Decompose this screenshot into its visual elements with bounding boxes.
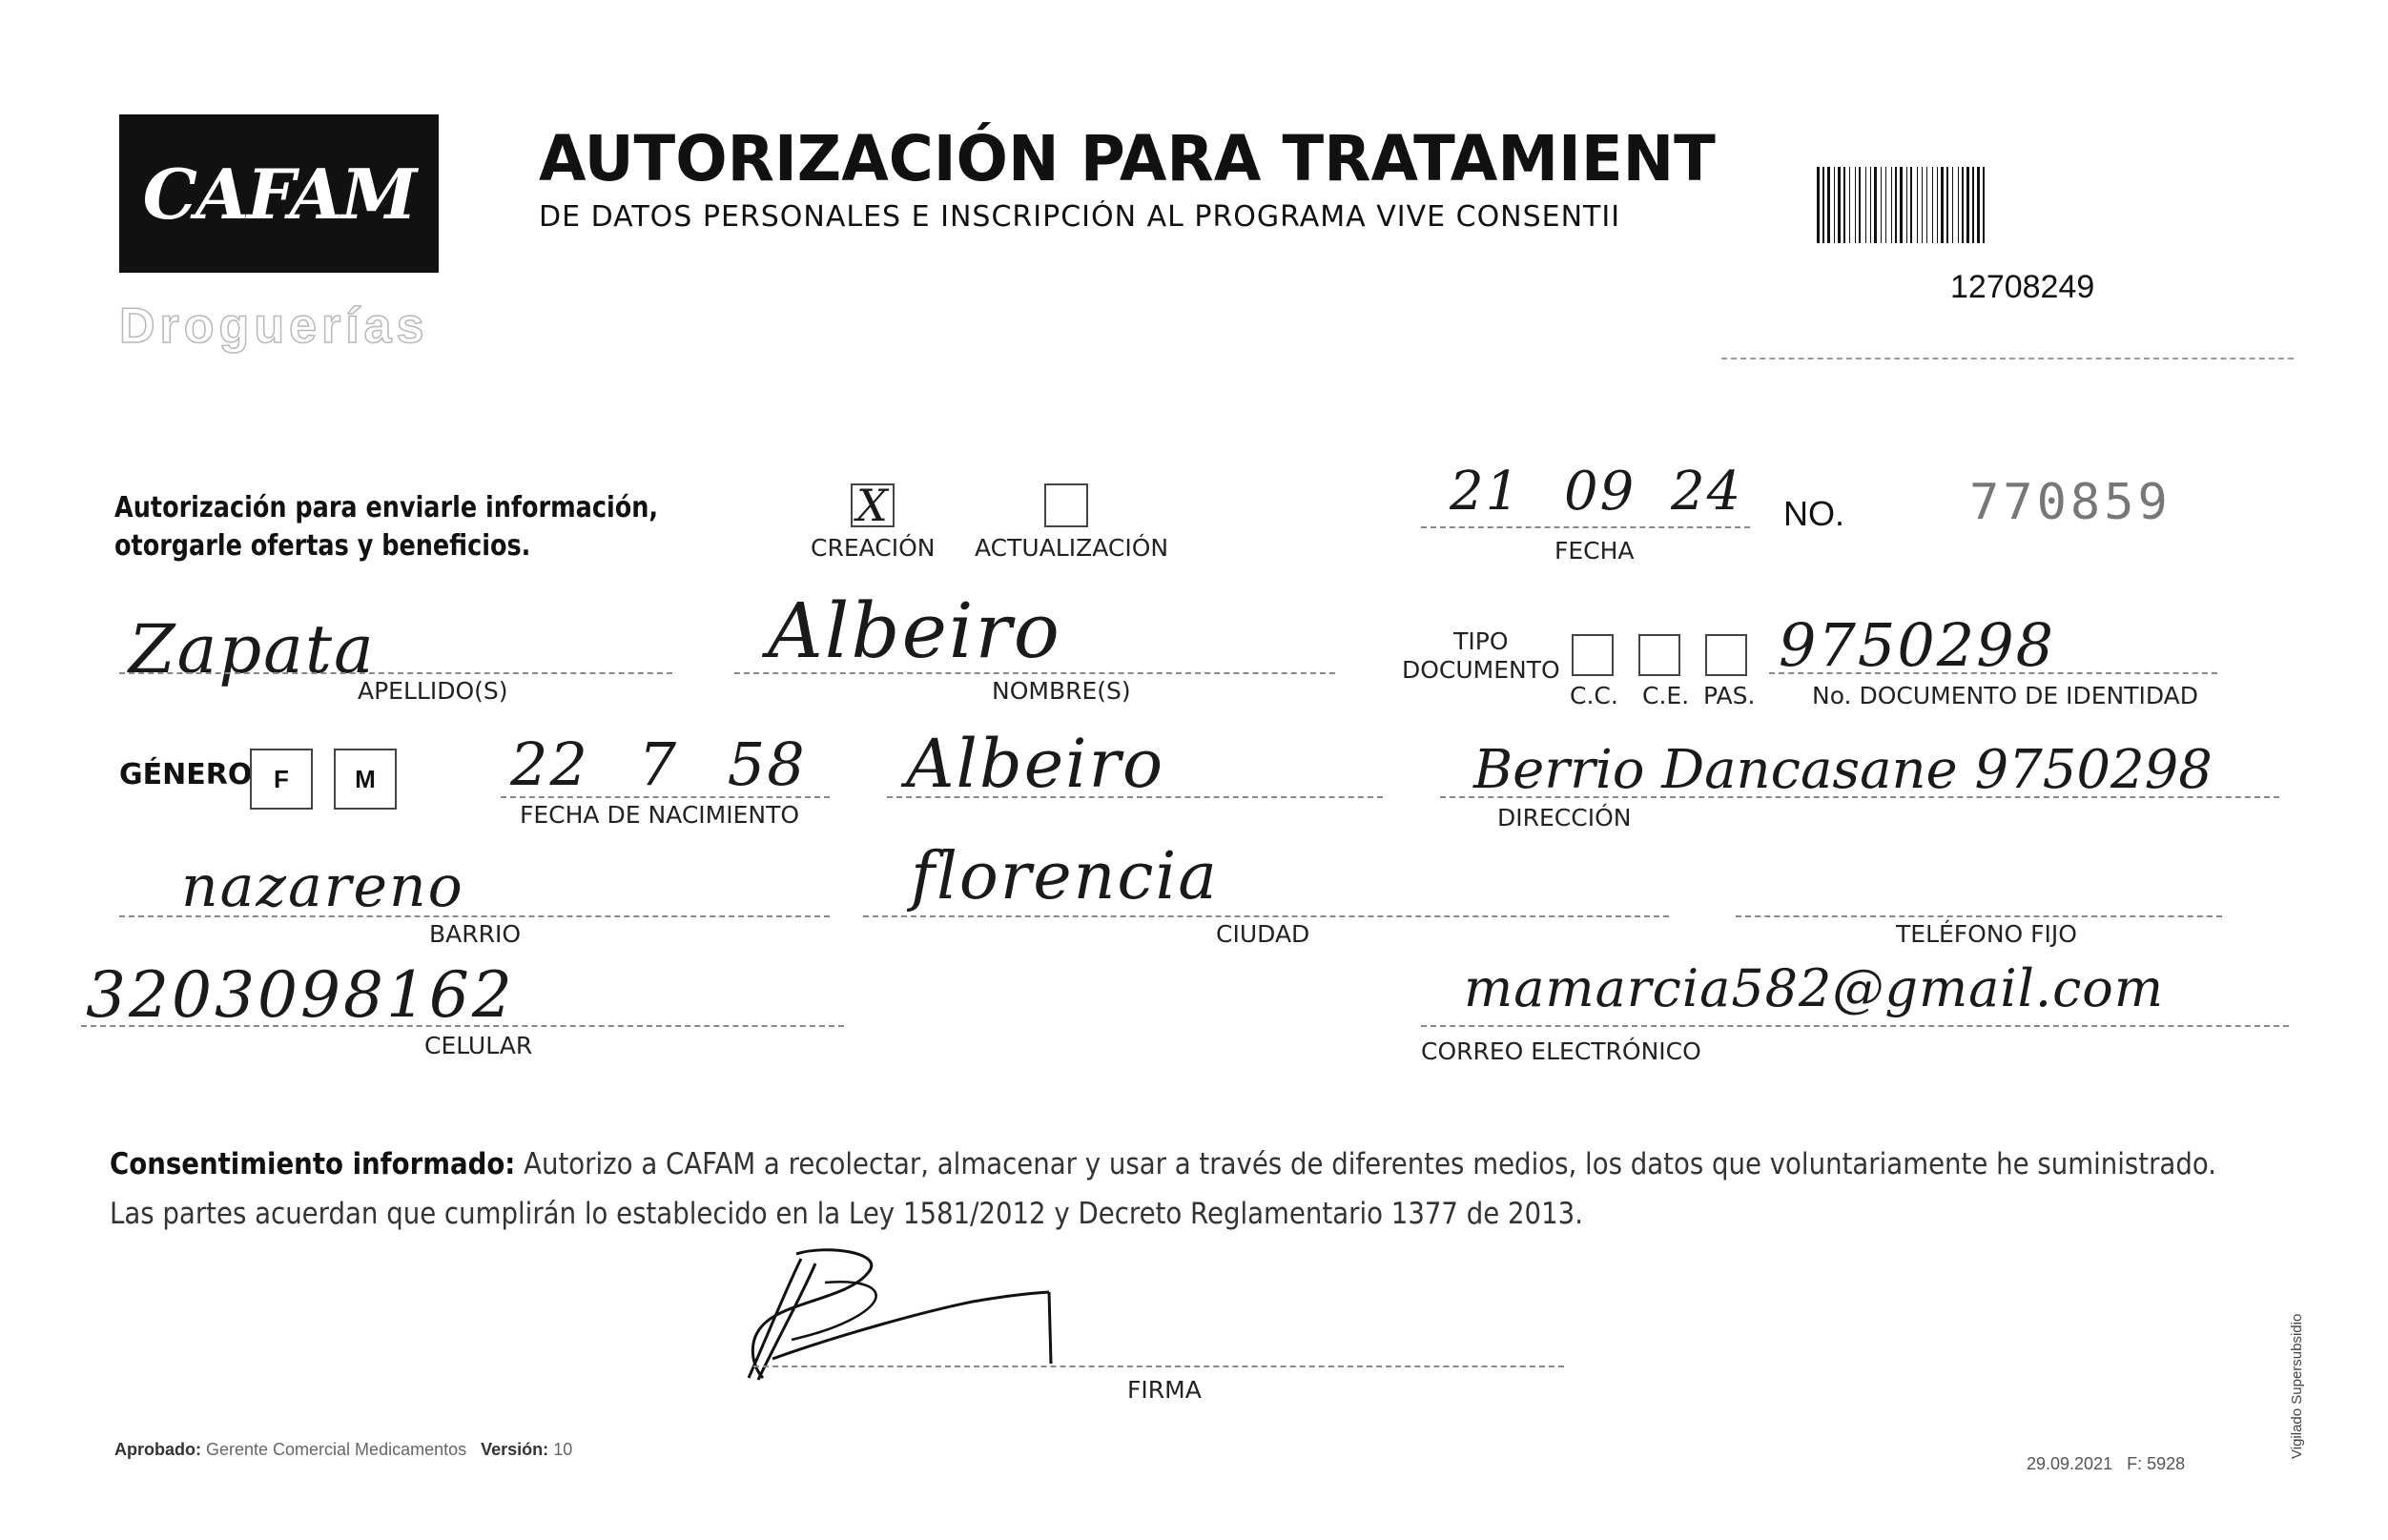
fecha-month[interactable]: 09 bbox=[1564, 461, 1637, 523]
apellidos-value[interactable]: Zapata bbox=[129, 610, 376, 688]
logo-text: CAFAM bbox=[142, 153, 416, 235]
pas-label: PAS. bbox=[1703, 682, 1756, 709]
fecha-year[interactable]: 24 bbox=[1671, 461, 1743, 523]
footer-approval: Aprobado: Gerente Comercial Medicamentos Versión: 10 bbox=[114, 1440, 573, 1459]
ce-checkbox[interactable] bbox=[1638, 634, 1680, 676]
actualizacion-label: ACTUALIZACIÓN bbox=[975, 534, 1169, 562]
telefono-line[interactable] bbox=[1736, 915, 2222, 917]
creacion-checkbox[interactable]: X bbox=[851, 483, 895, 527]
ce-label: C.E. bbox=[1642, 682, 1690, 709]
fecha-label: FECHA bbox=[1554, 537, 1635, 565]
barrio-value[interactable]: nazareno bbox=[181, 853, 464, 920]
cafam-logo bbox=[119, 114, 439, 273]
nombres-line bbox=[734, 672, 1335, 674]
barcode bbox=[1817, 167, 2198, 243]
nombres-value[interactable]: Albeiro bbox=[768, 586, 1061, 675]
barrio-label: BARRIO bbox=[429, 920, 522, 948]
correo-label: CORREO ELECTRÓNICO bbox=[1421, 1037, 1701, 1065]
nombre-extra-line bbox=[887, 796, 1383, 798]
barrio-line bbox=[119, 915, 830, 917]
direccion-value[interactable]: Berrio Dancasane 9750298 bbox=[1473, 739, 2213, 801]
logo-subtitle: Droguerías bbox=[119, 298, 429, 354]
tipo-documento-label: TIPO DOCUMENTO bbox=[1402, 627, 1560, 684]
correo-line bbox=[1421, 1025, 2289, 1027]
fecha-line bbox=[1421, 526, 1750, 528]
genero-f-checkbox[interactable]: F bbox=[250, 749, 313, 810]
apellidos-line bbox=[119, 672, 672, 674]
documento-label: No. DOCUMENTO DE IDENTIDAD bbox=[1812, 682, 2199, 709]
ciudad-value[interactable]: florencia bbox=[911, 839, 1219, 914]
nacimiento-line bbox=[501, 796, 830, 798]
documento-value[interactable]: 9750298 bbox=[1779, 610, 2056, 680]
authorization-intro: Autorización para enviarle información, otorgarle ofertas y beneficios. bbox=[114, 491, 659, 563]
form-number: 770859 bbox=[1969, 474, 2172, 531]
fecha-day[interactable]: 21 bbox=[1450, 461, 1522, 523]
nombres-label: NOMBRE(S) bbox=[992, 677, 1131, 705]
header-rule bbox=[1721, 358, 2294, 359]
document-subtitle: DE DATOS PERSONALES E INSCRIPCIÓN AL PROGRAMA VIVE CONSENTII bbox=[539, 200, 1621, 234]
celular-line bbox=[81, 1025, 844, 1027]
footer-codes: 29.09.2021 F: 5928 bbox=[2027, 1454, 2186, 1473]
direccion-label: DIRECCIÓN bbox=[1497, 804, 1632, 832]
genero-m-checkbox[interactable]: M bbox=[334, 749, 397, 810]
firma-label: FIRMA bbox=[1127, 1376, 1202, 1404]
telefono-label: TELÉFONO FIJO bbox=[1896, 920, 2077, 948]
cc-checkbox[interactable] bbox=[1572, 634, 1614, 676]
genero-label: GÉNERO bbox=[119, 758, 253, 791]
side-vigilado-text: Vigilado Supersubsidio bbox=[2289, 1313, 2305, 1459]
actualizacion-checkbox[interactable] bbox=[1044, 483, 1088, 527]
no-label: NO. bbox=[1783, 494, 1845, 533]
cc-label: C.C. bbox=[1570, 682, 1618, 709]
consent-text: Consentimiento informado: Autorizo a CAFAM a recolectar, almacenar y usar a través de diferentes medios, los datos que voluntariamente he suministrado. Las partes acuerdan que cumplirán lo establecido en la Ley 1581/2012 y Decreto Reglamentario 1377 de 2013. bbox=[110, 1147, 2217, 1231]
document-title: AUTORIZACIÓN PARA TRATAMIENT bbox=[539, 122, 1716, 195]
nacimiento-label: FECHA DE NACIMIENTO bbox=[520, 801, 800, 829]
barcode-number: 12708249 bbox=[1950, 269, 2095, 305]
documento-line bbox=[1769, 672, 2217, 674]
consent-bold-label: Consentimiento informado: bbox=[110, 1147, 516, 1181]
ciudad-label: CIUDAD bbox=[1216, 920, 1310, 948]
direccion-line bbox=[1440, 796, 2279, 798]
nacimiento-value[interactable]: 22 7 58 bbox=[510, 729, 807, 799]
celular-label: CELULAR bbox=[424, 1032, 533, 1059]
firma-line[interactable] bbox=[753, 1365, 1564, 1367]
correo-value[interactable]: mamarcia582@gmail.com bbox=[1464, 958, 2165, 1018]
pas-checkbox[interactable] bbox=[1705, 634, 1747, 676]
creacion-label: CREACIÓN bbox=[811, 534, 936, 562]
celular-value[interactable]: 3203098162 bbox=[86, 958, 515, 1032]
nombre-extra-value[interactable]: Albeiro bbox=[906, 725, 1165, 803]
apellidos-label: APELLIDO(S) bbox=[358, 677, 508, 705]
ciudad-line bbox=[863, 915, 1669, 917]
